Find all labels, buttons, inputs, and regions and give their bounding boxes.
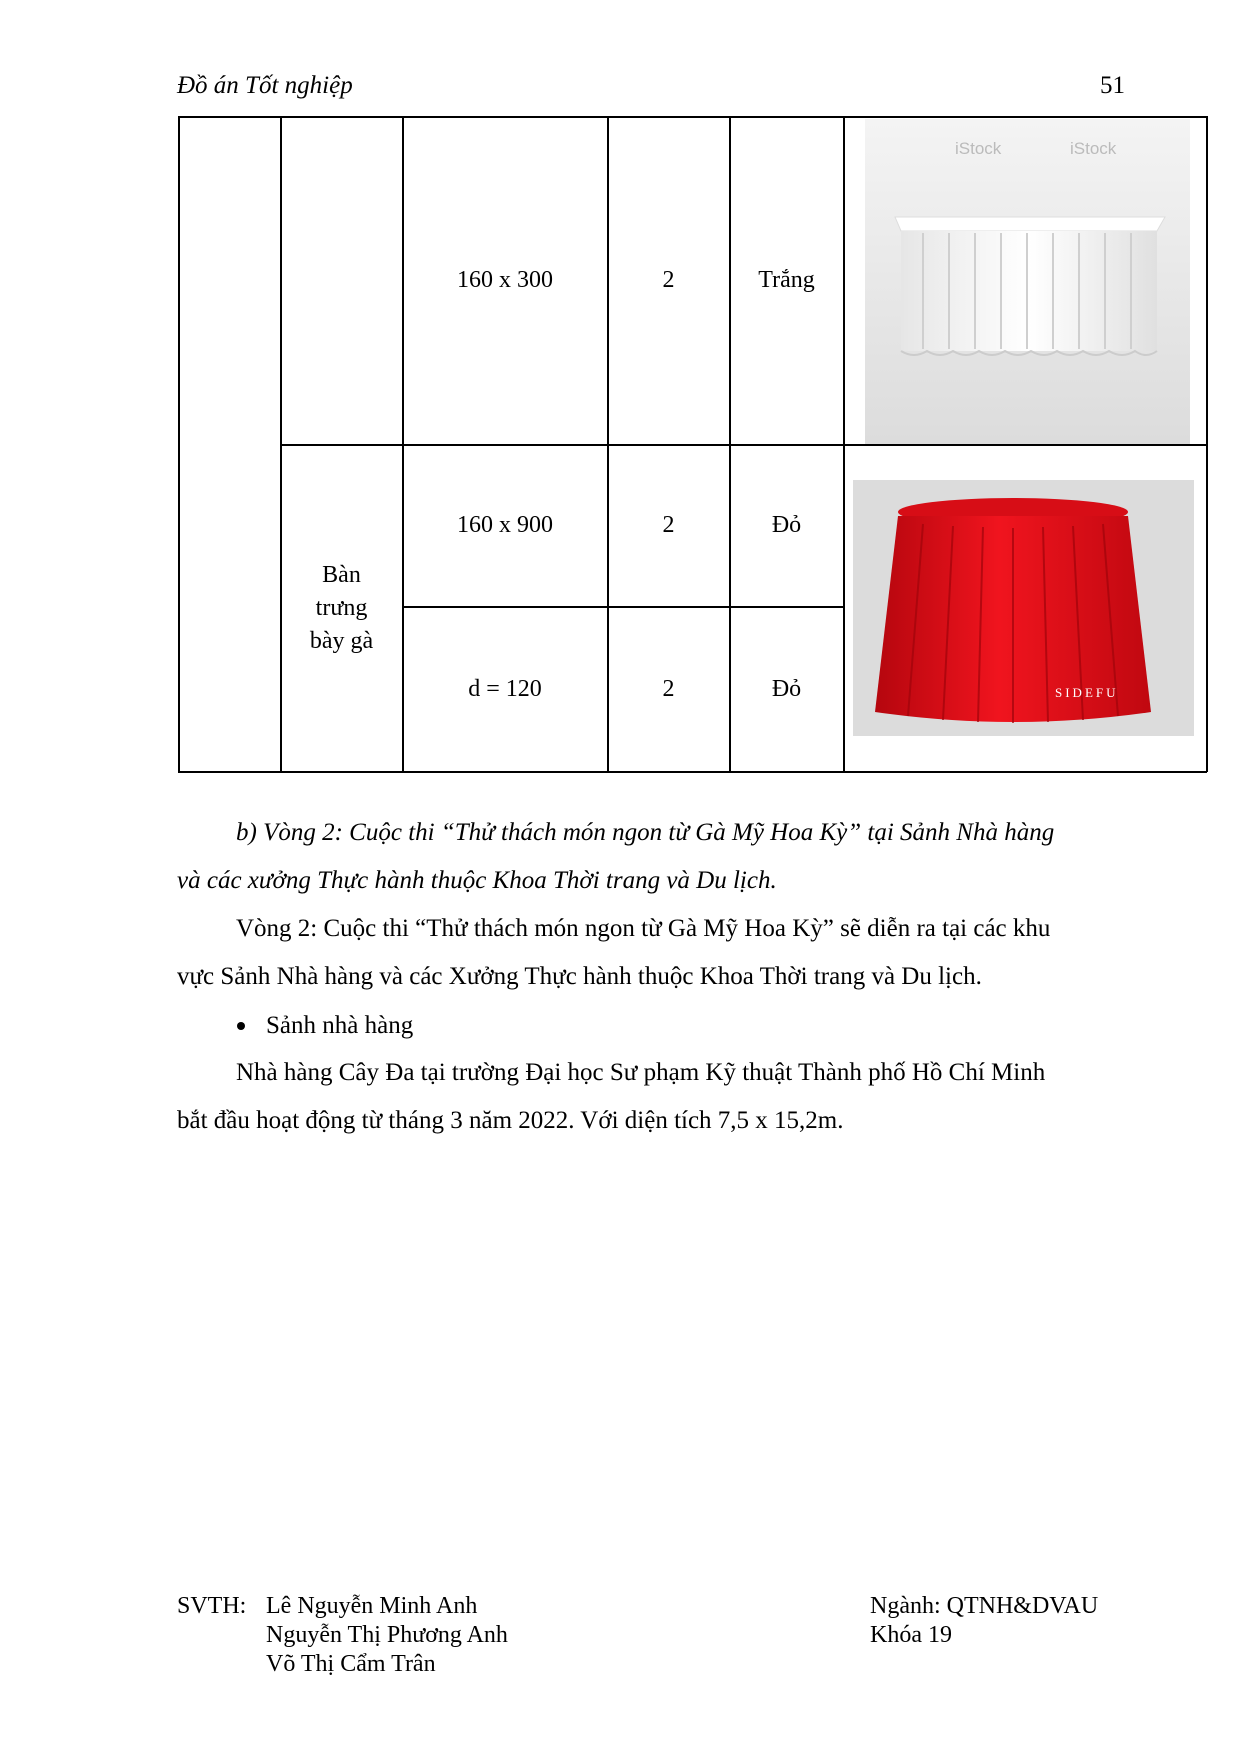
footer-student-3: Võ Thị Cẩm Trân bbox=[266, 1651, 436, 1677]
cell-color-red-1: Đỏ bbox=[771, 512, 802, 538]
section-heading-line2: và các xưởng Thực hành thuộc Khoa Thời trang và Du lịch. bbox=[177, 867, 777, 894]
cell-size-red-1: 160 x 900 bbox=[457, 512, 553, 538]
group-label-line2: trưng bbox=[315, 595, 368, 621]
red-round-skirted-table-photo bbox=[853, 480, 1194, 736]
document-title: Đồ án Tốt nghiệp bbox=[177, 72, 353, 99]
footer-cohort: Khóa 19 bbox=[870, 1622, 952, 1648]
footer-major: Ngành: QTNH&DVAU bbox=[870, 1593, 1099, 1619]
brand-logo-text: SIDEFU bbox=[1055, 685, 1119, 700]
cell-size-white: 160 x 300 bbox=[457, 267, 553, 293]
watermark-2: iStock bbox=[1070, 139, 1117, 158]
footer-student-2: Nguyễn Thị Phương Anh bbox=[266, 1622, 508, 1648]
cell-qty-white: 2 bbox=[662, 267, 675, 293]
footer-label: SVTH: bbox=[177, 1593, 247, 1619]
paragraph-2-line1: Nhà hàng Cây Đa tại trường Đại học Sư phạm Kỹ thuật Thành phố Hồ Chí Minh bbox=[236, 1059, 1046, 1086]
red-table-skirt-icon bbox=[853, 480, 1194, 736]
watermark-1: iStock bbox=[955, 139, 1002, 158]
paragraph-1-line2: vực Sảnh Nhà hàng và các Xưởng Thực hành thuộc Khoa Thời trang và Du lịch. bbox=[177, 963, 982, 990]
page-number: 51 bbox=[1100, 72, 1125, 99]
equipment-table bbox=[178, 116, 1207, 772]
cell-qty-red-2: 2 bbox=[662, 676, 675, 702]
cell-color-white: Trắng bbox=[758, 267, 815, 293]
white-table-skirt-icon bbox=[865, 119, 1190, 444]
cell-size-red-2: d = 120 bbox=[468, 676, 542, 702]
cell-qty-red-1: 2 bbox=[662, 512, 675, 538]
cell-color-red-2: Đỏ bbox=[771, 676, 802, 702]
footer-student-1: Lê Nguyễn Minh Anh bbox=[266, 1593, 478, 1619]
paragraph-2-line2: bắt đầu hoạt động từ tháng 3 năm 2022. Với diện tích 7,5 x 15,2m. bbox=[177, 1107, 844, 1134]
group-label-line3: bày gà bbox=[309, 628, 374, 654]
paragraph-1-line1: Vòng 2: Cuộc thi “Thử thách món ngon từ Gà Mỹ Hoa Kỳ” sẽ diễn ra tại các khu bbox=[236, 915, 1051, 942]
white-skirted-table-photo bbox=[865, 119, 1190, 444]
group-label-line1: Bàn bbox=[322, 562, 361, 588]
bullet-dot-icon bbox=[237, 1022, 245, 1030]
bullet-item: Sảnh nhà hàng bbox=[266, 1012, 414, 1039]
group-label bbox=[281, 559, 402, 658]
section-heading-line1: b) Vòng 2: Cuộc thi “Thử thách món ngon từ Gà Mỹ Hoa Kỳ” tại Sảnh Nhà hàng bbox=[236, 819, 1055, 846]
